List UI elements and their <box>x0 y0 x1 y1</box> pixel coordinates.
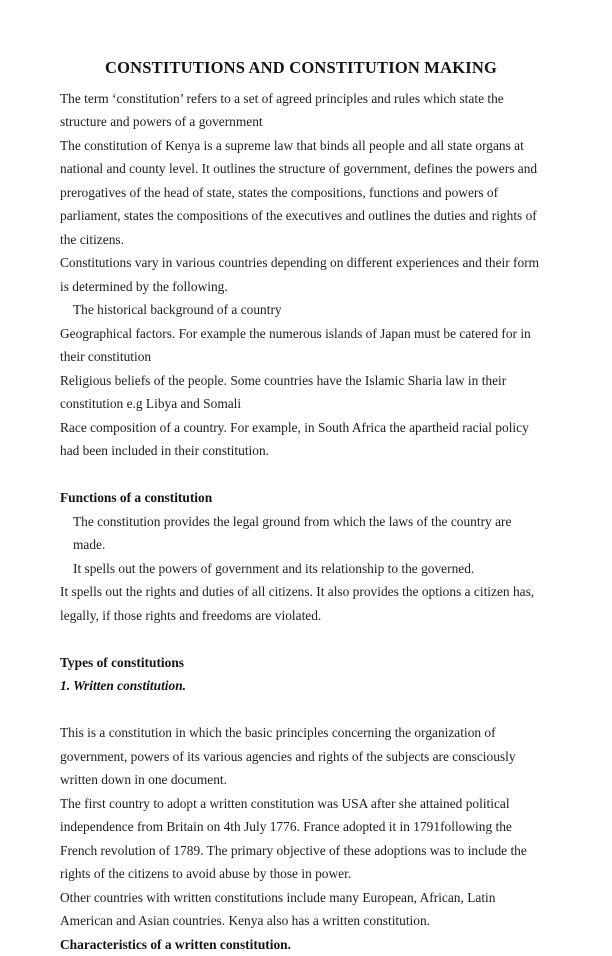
list-item-function-legal-ground: The constitution provides the legal ground from which the laws of the country are made. <box>60 510 542 557</box>
list-item-factor-religious: Religious beliefs of the people. Some countries have the Islamic Sharia law in their constitution e.g Libya and Somali <box>60 369 542 416</box>
list-item-function-powers: It spells out the powers of government and its relationship to the governed. <box>60 557 542 581</box>
paragraph-intro-definition: The term ‘constitution’ refers to a set of agreed principles and rules which state the structure and powers of a government <box>60 87 542 134</box>
page-title: CONSTITUTIONS AND CONSTITUTION MAKING <box>60 56 542 80</box>
paragraph-written-history: The first country to adopt a written constitution was USA after she attained political independence from Britain on 4th July 1776. France adopted it in 1791following the French revolution of 1789. The primary objective of these adoptions was to include the rights of the citizens to avoid abuse by those in power. <box>60 792 542 886</box>
heading-types-of-constitutions: Types of constitutions <box>60 651 542 675</box>
list-item-factor-geographical: Geographical factors. For example the numerous islands of Japan must be catered for in their constitution <box>60 322 542 369</box>
paragraph-function-rights: It spells out the rights and duties of all citizens. It also provides the options a citizen has, legally, if those rights and freedoms are violated. <box>60 580 542 627</box>
section-spacer <box>60 698 542 722</box>
section-spacer <box>60 627 542 651</box>
section-spacer <box>60 463 542 487</box>
paragraph-variation-intro: Constitutions vary in various countries depending on different experiences and their form is determined by the following. <box>60 251 542 298</box>
heading-functions-of-a-constitution: Functions of a constitution <box>60 486 542 510</box>
paragraph-kenya-constitution: The constitution of Kenya is a supreme law that binds all people and all state organs at national and county level. It outlines the structure of government, defines the powers and prerogatives of the head of state, states the compositions, functions and powers of parliament, states the compositions of the executives and outlines the duties and rights of the citizens. <box>60 134 542 252</box>
paragraph-written-definition: This is a constitution in which the basic principles concerning the organization of government, powers of its various agencies and rights of the subjects are consciously written down in one document. <box>60 721 542 792</box>
document-body <box>60 56 542 956</box>
list-item-factor-race: Race composition of a country. For example, in South Africa the apartheid racial policy had been included in their constitution. <box>60 416 542 463</box>
heading-characteristics-of-a-written-constitution: Characteristics of a written constitution. <box>60 933 542 956</box>
subheading-written-constitution: 1. Written constitution. <box>60 674 542 698</box>
list-item-factor-historical: The historical background of a country <box>60 298 542 322</box>
paragraph-written-other-countries: Other countries with written constitutions include many European, African, Latin American and Asian countries. Kenya also has a written constitution. <box>60 886 542 933</box>
